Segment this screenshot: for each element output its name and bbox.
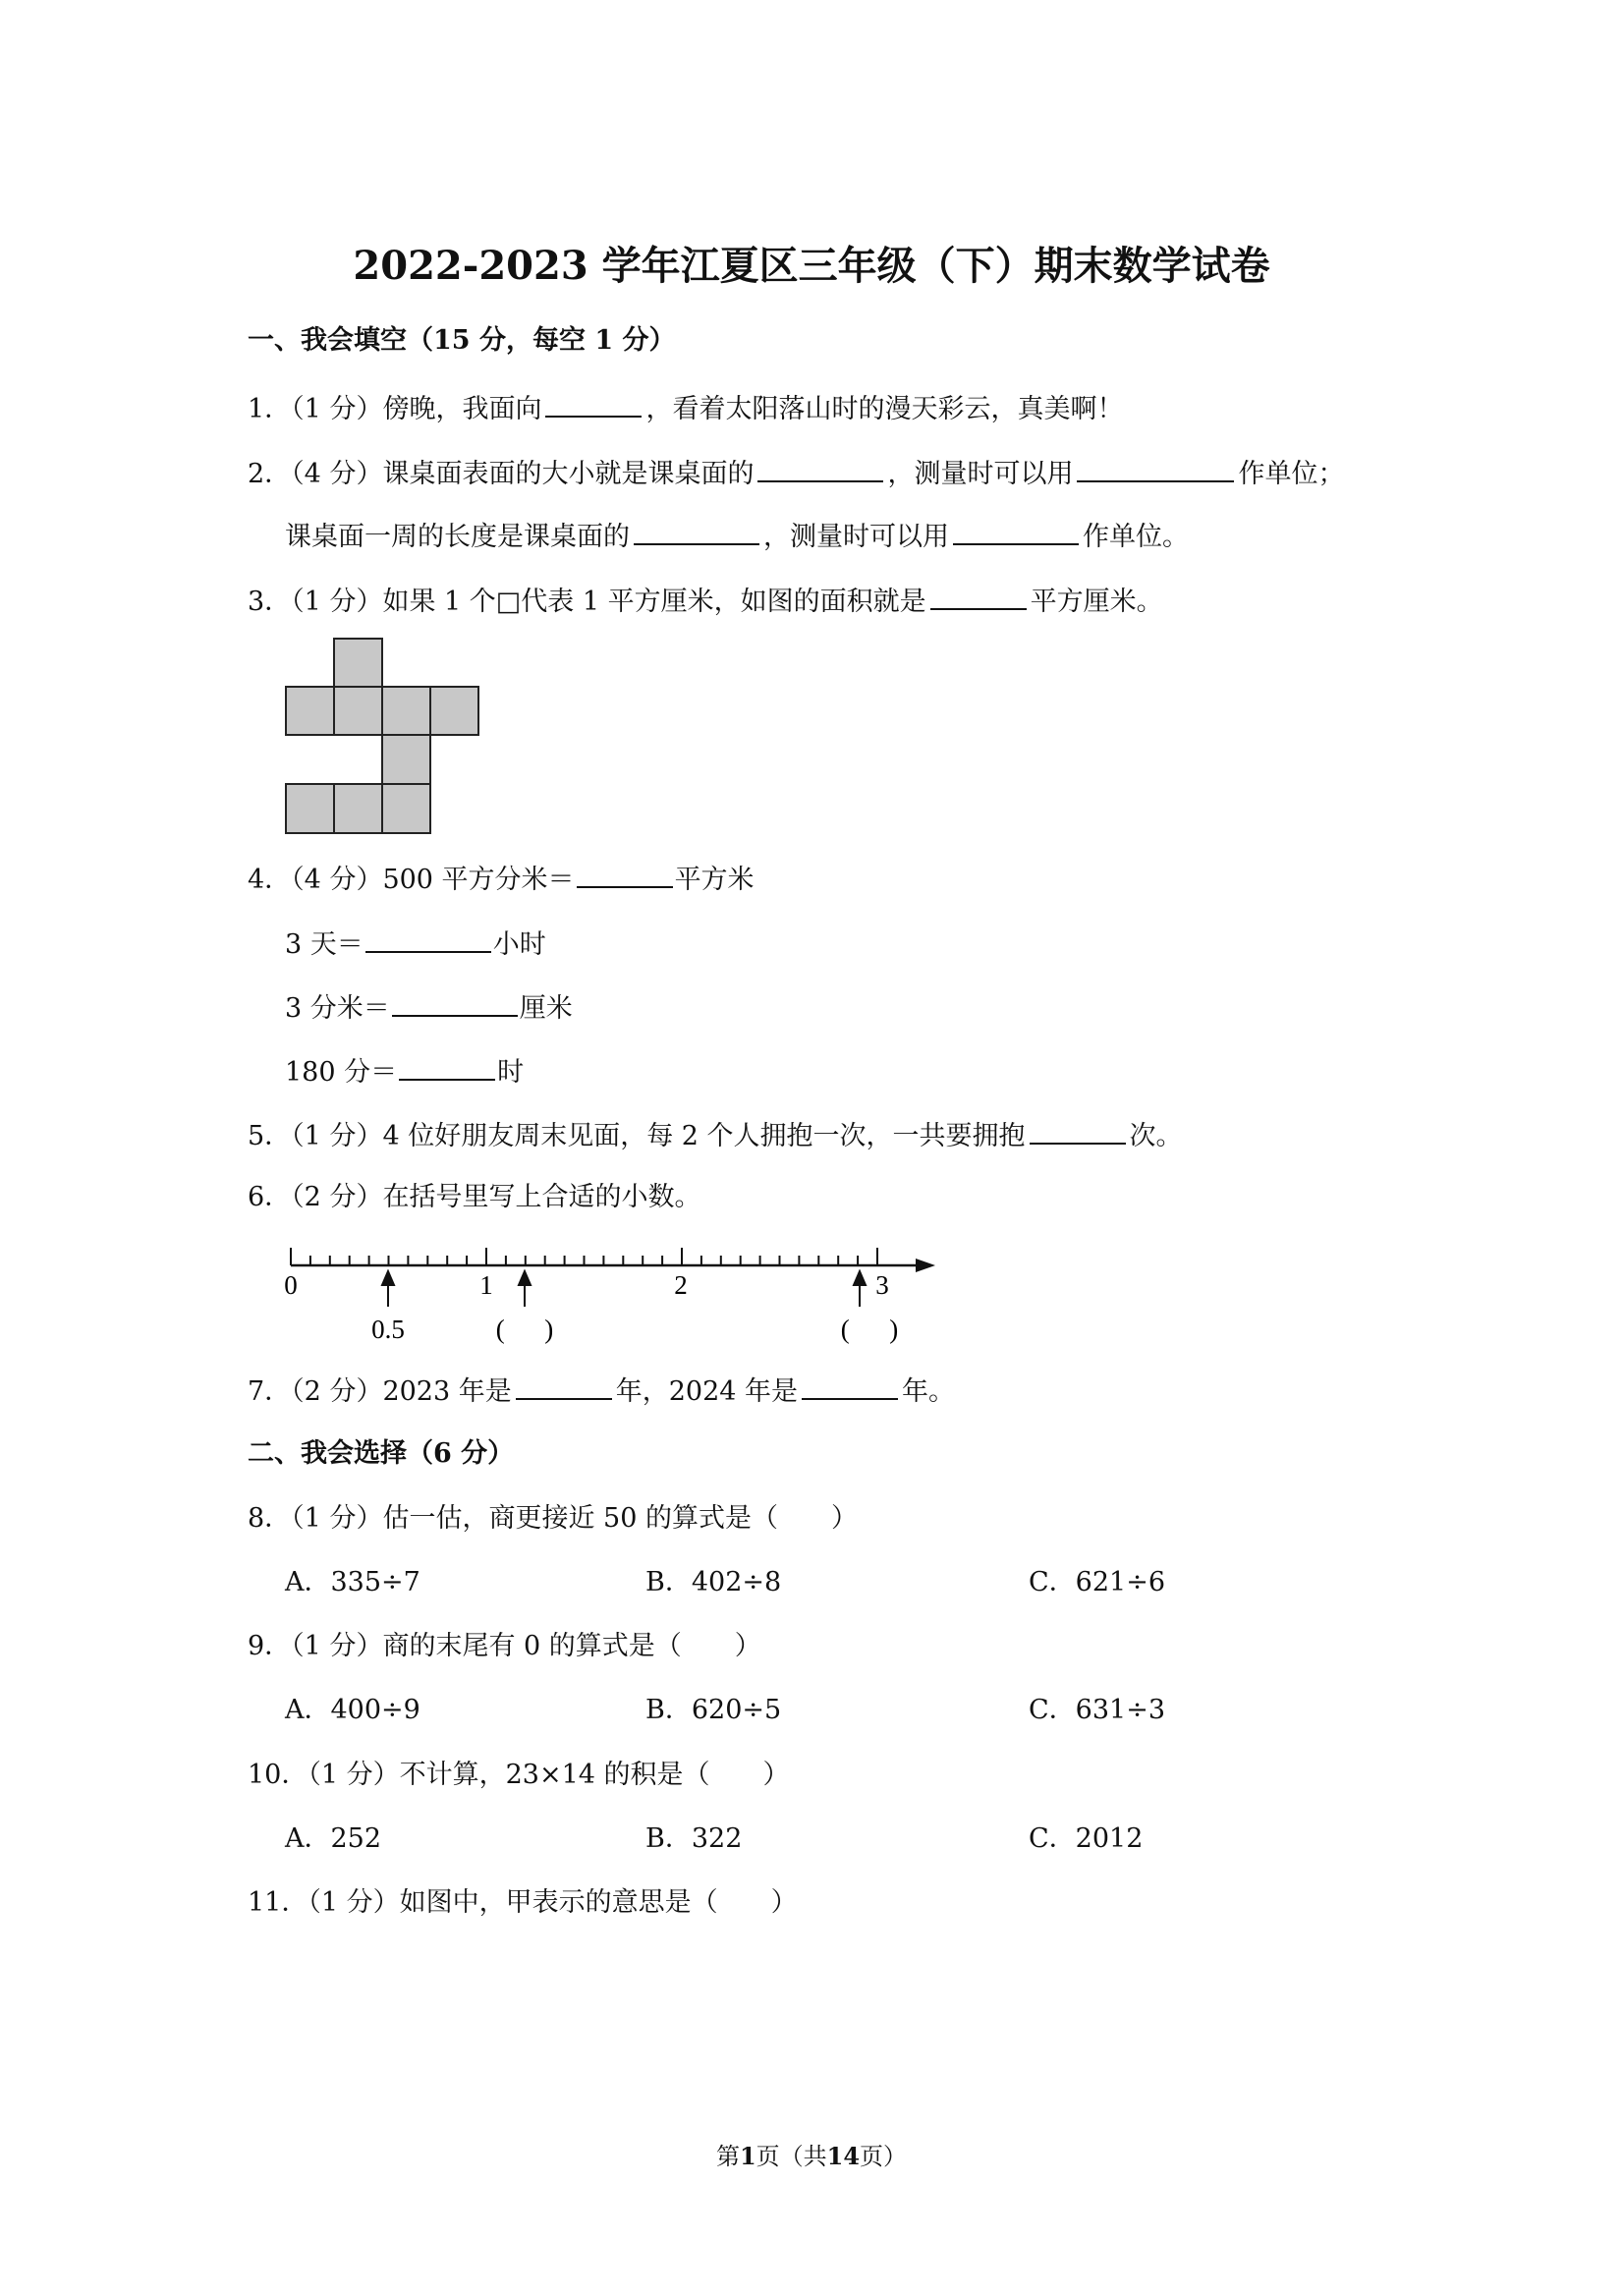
option-b[interactable]: B．620÷5 [645, 1695, 782, 1725]
question-4-line-1 [248, 861, 755, 897]
question-4-text: 4．（4 分）500 平方分米＝ [248, 865, 575, 895]
number-line-label-0: 0 [284, 1270, 298, 1300]
question-2-line-2 [285, 518, 1189, 554]
answer-blank [634, 518, 759, 545]
number-line-arrowhead [916, 1259, 935, 1272]
arrow-marker-head [382, 1271, 394, 1285]
number-line-label-3: 3 [875, 1270, 889, 1300]
option-c[interactable]: C．621÷6 [1029, 1567, 1165, 1597]
answer-blank [545, 390, 642, 418]
question-4-line-2 [285, 925, 546, 962]
number-line-label-half: 0.5 [371, 1315, 405, 1344]
number-line-label-2: 2 [674, 1270, 688, 1300]
square-grid-figure [285, 637, 483, 837]
question-1-text: 1．（1 分）傍晚，我面向 [248, 394, 542, 424]
grid-square [286, 687, 334, 735]
answer-blank [1030, 1117, 1126, 1145]
grid-square [334, 784, 382, 833]
question-1-text-end: ，看着太阳落山时的漫天彩云，真美啊！ [645, 394, 1124, 424]
answer-parentheses: ( ) [840, 1315, 899, 1344]
question-5-text: 次。 [1129, 1121, 1183, 1151]
option-c[interactable]: C．631÷3 [1029, 1695, 1165, 1725]
grid-square [286, 784, 334, 833]
question-2-text: 课桌面一周的长度是课桌面的 [285, 522, 630, 552]
option-a[interactable]: A．252 [285, 1823, 382, 1854]
option-c[interactable]: C．2012 [1029, 1823, 1144, 1854]
answer-parentheses: ( ) [495, 1315, 554, 1344]
question-4-text: 3 天＝ [285, 929, 364, 960]
grid-square [334, 639, 382, 687]
question-4-text: 180 分＝ [285, 1057, 398, 1088]
question-7-text: 年，2024 年是 [615, 1376, 799, 1407]
question-6: 6．（2 分）在括号里写上合适的小数。 [248, 1182, 701, 1212]
grid-square [382, 784, 430, 833]
answer-blank [399, 1053, 495, 1081]
question-7 [248, 1372, 955, 1409]
arrow-marker-head [519, 1271, 531, 1285]
section-1-heading: 一、我会填空（15 分，每空 1 分） [248, 325, 676, 356]
question-3-text: 平方厘米。 [1030, 587, 1163, 617]
page-title: 2022-2023 学年江夏区三年级（下）期末数学试卷 [353, 243, 1270, 289]
number-line-figure [275, 1228, 943, 1356]
question-9: 9．（1 分）商的末尾有 0 的算式是（ ） [248, 1631, 761, 1661]
answer-blank [953, 518, 1079, 545]
answer-blank [392, 989, 518, 1017]
question-2-text: ，测量时可以用 [887, 459, 1074, 489]
question-2-line-1 [248, 455, 1344, 491]
page-footer [0, 2142, 1623, 2171]
answer-blank [577, 861, 673, 888]
page-number: 1 [739, 2142, 756, 2170]
number-line-ticks [291, 1248, 877, 1265]
question-2-text: ，测量时可以用 [763, 522, 949, 552]
answer-blank [365, 925, 491, 953]
question-2-text: 2．（4 分）课桌面表面的大小就是课桌面的 [248, 459, 755, 489]
number-line-label-1: 1 [479, 1270, 493, 1300]
grid-square [334, 687, 382, 735]
question-5 [248, 1117, 1183, 1153]
option-a[interactable]: A．400÷9 [285, 1695, 420, 1725]
answer-blank [802, 1372, 898, 1400]
question-8: 8．（1 分）估一估，商更接近 50 的算式是（ ） [248, 1503, 858, 1534]
answer-blank [516, 1372, 612, 1400]
question-4-text: 时 [497, 1057, 525, 1088]
grid-square [430, 687, 478, 735]
option-a[interactable]: A．335÷7 [285, 1567, 420, 1597]
option-b[interactable]: B．402÷8 [645, 1567, 782, 1597]
question-2-text: 作单位。 [1083, 522, 1189, 552]
question-4-line-4 [285, 1053, 524, 1090]
question-10: 10．（1 分）不计算，23×14 的积是（ ） [248, 1760, 790, 1790]
answer-blank [930, 583, 1027, 610]
option-b[interactable]: B．322 [645, 1823, 743, 1854]
arrow-marker-head [854, 1271, 866, 1285]
question-1 [248, 390, 1123, 426]
grid-square [382, 735, 430, 784]
grid-square [382, 687, 430, 735]
question-11: 11．（1 分）如图中，甲表示的意思是（ ） [248, 1887, 798, 1918]
question-5-text: 5．（1 分）4 位好朋友周末见面，每 2 个人拥抱一次，一共要拥抱 [248, 1121, 1026, 1151]
footer-text: 页） [860, 2143, 908, 2170]
footer-text: 页（共 [756, 2143, 827, 2170]
question-2-text: 作单位； [1238, 459, 1345, 489]
footer-text: 第 [715, 2143, 740, 2170]
section-2-heading: 二、我会选择（6 分） [248, 1438, 515, 1469]
answer-blank [1077, 455, 1234, 482]
question-4-text: 小时 [492, 929, 546, 960]
question-4-line-3 [285, 989, 573, 1026]
question-3-text: 3．（1 分）如果 1 个□代表 1 平方厘米，如图的面积就是 [248, 587, 926, 617]
total-pages: 14 [826, 2142, 861, 2170]
question-3 [248, 583, 1163, 619]
question-7-text: 7．（2 分）2023 年是 [248, 1376, 512, 1407]
question-4-text: 3 分米＝ [285, 993, 390, 1024]
question-4-text: 厘米 [519, 993, 573, 1024]
question-4-text: 平方米 [674, 865, 755, 895]
question-7-text: 年。 [902, 1376, 956, 1407]
answer-blank [757, 455, 883, 482]
